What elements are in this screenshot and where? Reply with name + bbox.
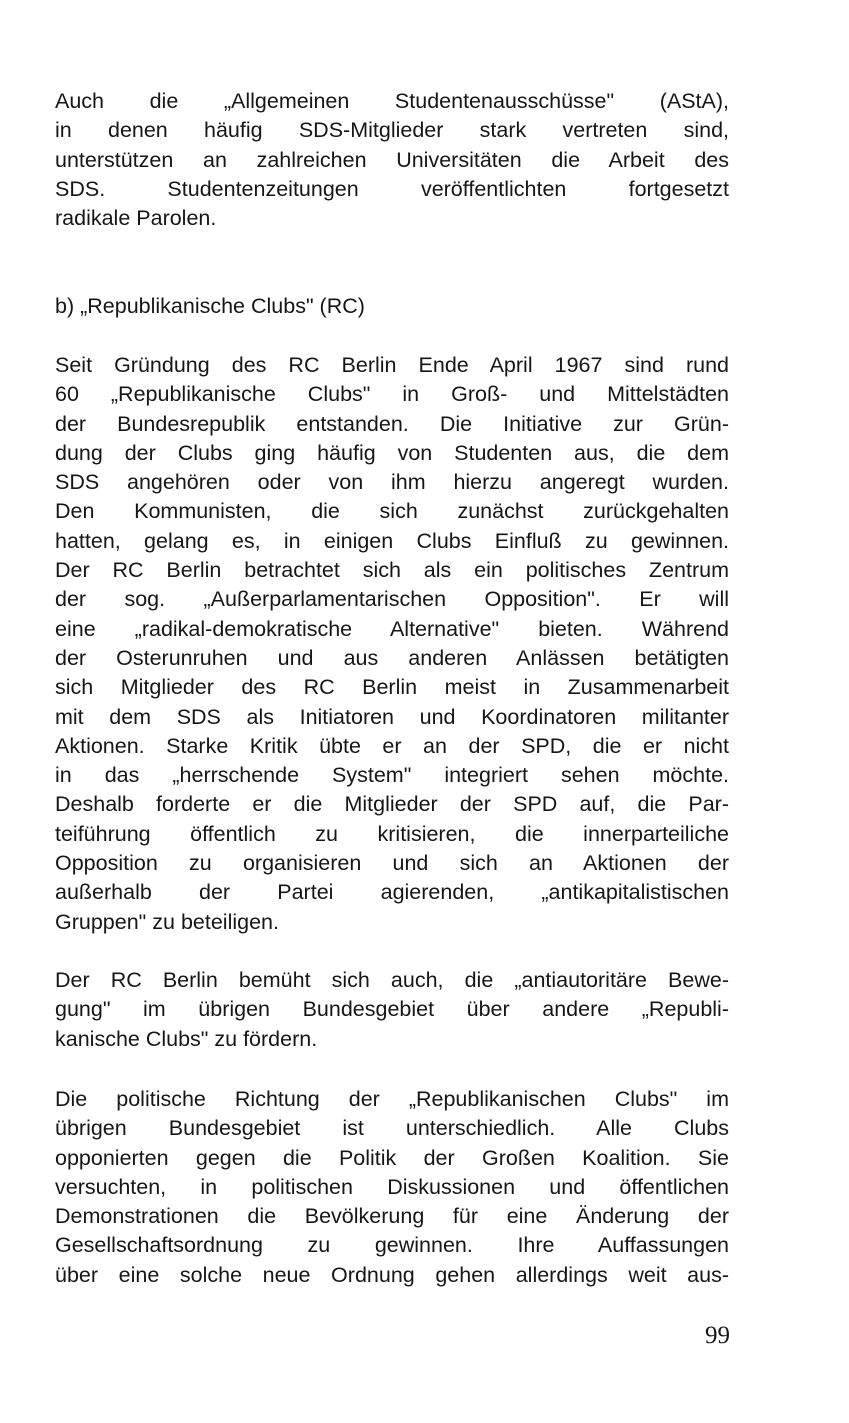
text-line: Der RC Berlin bemüht sich auch, die „antiautoritäre Bewe- [55, 968, 729, 992]
text-line: versuchten, in politischen Diskussionen und öffentlichen [55, 1174, 729, 1199]
text-line: unterstützen an zahlreichen Universitäten die Arbeit des [55, 147, 729, 172]
text-line: Die politische Richtung der „Republikanischen Clubs" im [55, 1087, 729, 1111]
text-line: außerhalb der Partei agierenden, „antikapitalistischen [55, 880, 729, 905]
text-line: Aktionen. Starke Kritik übte er an der SPD, die er nicht [55, 733, 729, 758]
text-line: 60 „Republikanische Clubs" in Groß- und Mittelstädten [55, 382, 729, 407]
text-line: SDS angehören oder von ihm hierzu angeregt wurden. [55, 470, 729, 495]
text-line: Gesellschaftsordnung zu gewinnen. Ihre Auffassungen [55, 1233, 729, 1258]
text-line: der Bundesrepublik entstanden. Die Initiative zur Grün- [55, 411, 729, 436]
text-line: sich Mitglieder des RC Berlin meist in Zusammenarbeit [55, 675, 729, 700]
text-line: Auch die „Allgemeinen Studentenausschüsse" (AStA), [55, 89, 729, 113]
paragraph-richtung [55, 1085, 729, 1290]
text-line: Gruppen" zu beteiligen. [55, 909, 279, 934]
text-line: dung der Clubs ging häufig von Studenten aus, die dem [55, 440, 729, 465]
text-line: Opposition zu organisieren und sich an Aktionen der [55, 851, 729, 876]
text-line: kanische Clubs" zu fördern. [55, 1026, 318, 1051]
text-line: Deshalb forderte er die Mitglieder der SPD auf, die Par- [55, 792, 729, 817]
text-line: in das „herrschende System" integriert sehen möchte. [55, 763, 729, 788]
text-line: übrigen Bundesgebiet ist unterschiedlich. Alle Clubs [55, 1116, 729, 1141]
text-line: gung" im übrigen Bundesgebiet über andere „Republi- [55, 997, 729, 1022]
text-line: Seit Gründung des RC Berlin Ende April 1967 sind rund [55, 353, 729, 377]
paragraph-rc-berlin [55, 351, 729, 937]
text-line: über eine solche neue Ordnung gehen allerdings weit aus- [55, 1262, 729, 1287]
text-line: hatten, gelang es, in einigen Clubs Einfluß zu gewinnen. [55, 528, 729, 553]
text-line: radikale Parolen. [55, 206, 217, 231]
paragraph-antiautoritaer [55, 966, 729, 1054]
page-number: 99 [705, 1322, 730, 1349]
text-line: der sog. „Außerparlamentarischen Opposition". Er will [55, 587, 729, 612]
text-line: mit dem SDS als Initiatoren und Koordinatoren militanter [55, 704, 729, 729]
text-line: der Osterunruhen und aus anderen Anlässen betätigten [55, 645, 729, 670]
text-line: Der RC Berlin betrachtet sich als ein politisches Zentrum [55, 558, 729, 583]
section-heading: b) „Republikanische Clubs" (RC) [55, 294, 365, 318]
text-line: Den Kommunisten, die sich zunächst zurückgehalten [55, 499, 729, 524]
section-heading-rc [55, 292, 729, 321]
text-line: teiführung öffentlich zu kritisieren, die innerparteiliche [55, 821, 729, 846]
text-line: Demonstrationen die Bevölkerung für eine Änderung der [55, 1204, 729, 1229]
paragraph-asta [55, 87, 729, 233]
text-line: in denen häufig SDS-Mitglieder stark vertreten sind, [55, 118, 729, 143]
text-line: eine „radikal-demokratische Alternative" bieten. Während [55, 616, 729, 641]
text-line: SDS. Studentenzeitungen veröffentlichten fortgesetzt [55, 176, 729, 201]
text-line: opponierten gegen die Politik der Großen Koalition. Sie [55, 1145, 729, 1170]
